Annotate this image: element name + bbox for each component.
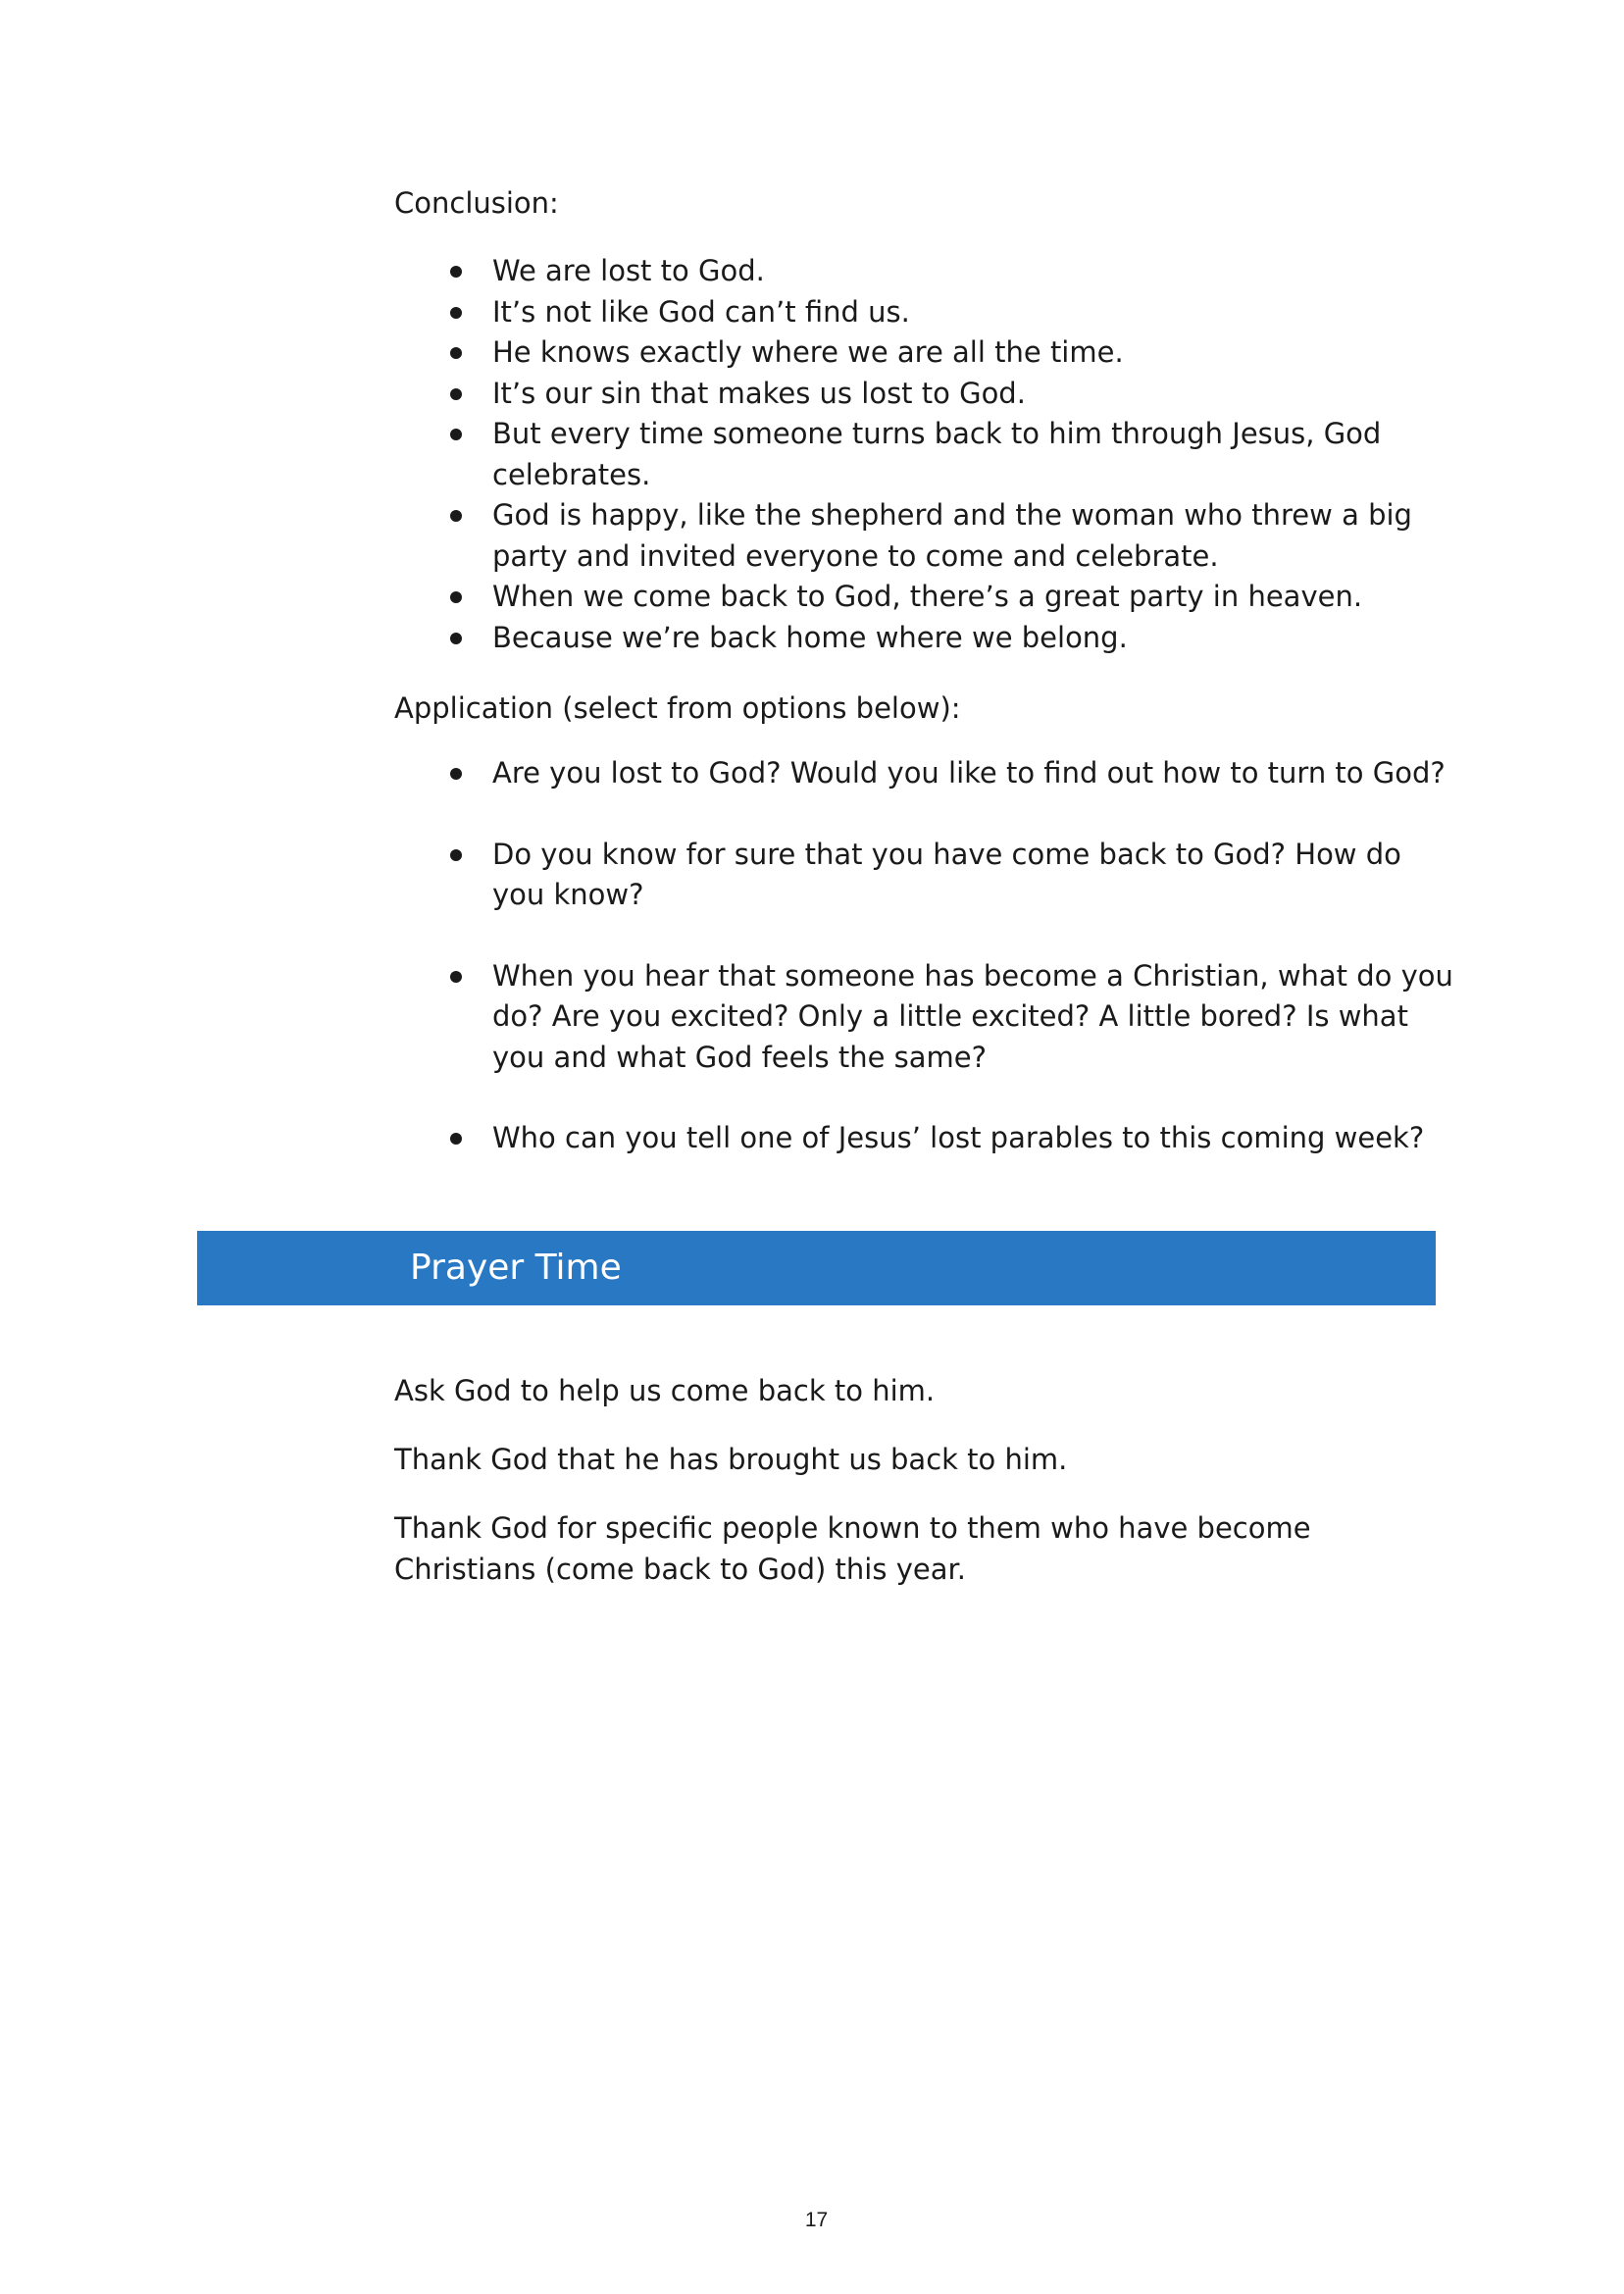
bullet-icon bbox=[450, 429, 462, 440]
list-item-text: But every time someone turns back to him through Jesus, God celebrates. bbox=[492, 417, 1382, 491]
bullet-icon bbox=[450, 849, 462, 861]
prayer-paragraph: Thank God that he has brought us back to him. bbox=[394, 1443, 1068, 1476]
list-item-text: He knows exactly where we are all the time. bbox=[492, 335, 1124, 369]
bullet-icon bbox=[450, 307, 462, 319]
list-item-text: Are you lost to God? Would you like to find out how to turn to God? bbox=[492, 756, 1446, 790]
application-list bbox=[394, 753, 1453, 1159]
list-item bbox=[394, 251, 1453, 292]
list-item-text: When we come back to God, there’s a great party in heaven. bbox=[492, 580, 1363, 613]
list-item-text: Do you know for sure that you have come back to God? How do you know? bbox=[492, 837, 1401, 911]
list-item bbox=[394, 292, 1453, 333]
bullet-icon bbox=[450, 510, 462, 522]
list-item bbox=[394, 753, 1453, 794]
list-item bbox=[394, 835, 1453, 916]
bullet-icon bbox=[450, 1133, 462, 1145]
bullet-icon bbox=[450, 347, 462, 359]
application-heading: Application (select from options below): bbox=[394, 691, 961, 725]
list-item bbox=[394, 414, 1453, 495]
list-item-text: It’s not like God can’t find us. bbox=[492, 294, 910, 329]
bullet-icon bbox=[450, 768, 462, 780]
section-title: Prayer Time bbox=[410, 1248, 622, 1288]
prayer-paragraph: Ask God to help us come back to him. bbox=[394, 1374, 936, 1407]
prayer-time-banner bbox=[197, 1231, 1436, 1305]
conclusion-heading: Conclusion: bbox=[394, 186, 559, 220]
list-item-text: God is happy, like the shepherd and the woman who threw a big party and invited everyone to come and celebrate. bbox=[492, 498, 1412, 573]
prayer-paragraph: Thank God for specific people known to them who have become Christians (come back to God) this year. bbox=[394, 1511, 1311, 1586]
conclusion-list bbox=[394, 251, 1453, 658]
list-item bbox=[394, 332, 1453, 374]
list-item bbox=[394, 577, 1453, 618]
list-item-text: We are lost to God. bbox=[492, 254, 765, 287]
list-item bbox=[394, 374, 1453, 415]
list-item-text: Who can you tell one of Jesus’ lost parables to this coming week? bbox=[492, 1121, 1425, 1154]
bullet-icon bbox=[450, 266, 462, 278]
list-item bbox=[394, 495, 1453, 577]
page-number: 17 bbox=[804, 2209, 829, 2231]
list-item-text: When you hear that someone has become a Christian, what do you do? Are you excited? Only a little excited? A little bored? Is what you and what God feels the same? bbox=[492, 958, 1453, 1074]
bullet-icon bbox=[450, 388, 462, 400]
list-item-text: Because we’re back home where we belong. bbox=[492, 620, 1128, 654]
list-item bbox=[394, 956, 1453, 1079]
bullet-icon bbox=[450, 971, 462, 983]
bullet-icon bbox=[450, 633, 462, 644]
bullet-icon bbox=[450, 591, 462, 603]
list-item bbox=[394, 1118, 1453, 1159]
list-item bbox=[394, 618, 1453, 659]
list-item-text: It’s our sin that makes us lost to God. bbox=[492, 376, 1026, 410]
